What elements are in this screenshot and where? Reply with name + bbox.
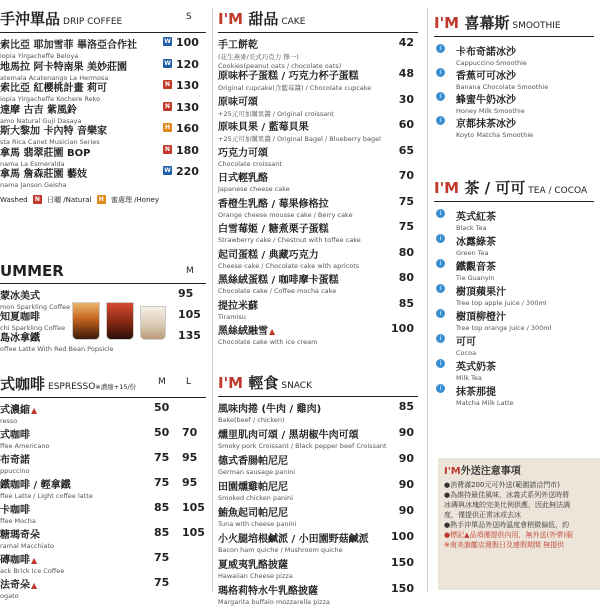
- tea-item-english: Tree top orange juice / 300ml: [456, 324, 552, 332]
- summer-size-header: M: [186, 266, 194, 276]
- tea-item: [434, 233, 594, 258]
- tea-item-english: Tie Guanyin: [456, 274, 495, 282]
- snack-item-english: Margarita buffalo mozzarella pizza: [218, 598, 330, 606]
- cake-item-name: 巧克力可頌: [218, 147, 268, 159]
- snack-item-english: Bacon ham quiche / Mushroom quiche: [218, 546, 343, 554]
- smoothie-item-english: Honey Milk Smoothie: [456, 107, 525, 115]
- snack-item: [218, 400, 418, 426]
- cake-item-english: Tiramisu: [218, 312, 246, 321]
- smoothie-section: [434, 12, 594, 139]
- drip-item-price: 120: [176, 57, 199, 71]
- cake-item-price: 60: [398, 118, 414, 131]
- snack-item-price: 100: [391, 530, 414, 543]
- snack-item-price: 90: [398, 478, 414, 491]
- drip-item-name: 地馬拉 阿卡特南果 美妙莊園: [0, 61, 127, 73]
- notice-title: I'M外送注意事項: [444, 466, 521, 477]
- lemon-sparkling-cup-icon: [72, 302, 100, 340]
- espresso-list: [0, 401, 206, 601]
- smoothie-item: [434, 67, 594, 91]
- tea-item: [434, 308, 594, 333]
- drip-item-english: sta Rica Canet Musician Series: [0, 138, 100, 146]
- espresso-item: [0, 451, 206, 476]
- summer-item-english: offee Latte With Red Bean Popsicle: [0, 345, 114, 353]
- cake-title: I'M 甜品 CAKE: [218, 10, 306, 28]
- summer-list: [0, 287, 206, 353]
- espresso-item: [0, 476, 206, 501]
- smoothie-item-name: 卡布奇諾冰沙: [456, 47, 516, 58]
- drip-item-price: 220: [176, 165, 199, 178]
- smoothie-item-name: 蜂蜜牛奶冰沙: [456, 95, 516, 106]
- process-badge-icon: N: [164, 102, 171, 110]
- cake-section: [218, 8, 418, 348]
- cake-item-name: 香橙生乳酪 / 莓果修格拉: [218, 198, 329, 210]
- snack-item-english: Tuna with cheese panini: [218, 520, 297, 528]
- snack-underline: [218, 396, 418, 397]
- notice-line: ※南美旗艦店週假日及連假期間 無提供: [444, 541, 565, 549]
- info-dot-icon: i: [436, 359, 445, 368]
- espresso-item-english: ack Brick Ice Coffee: [0, 567, 65, 575]
- espresso-item-name: 式咖啡: [0, 430, 30, 441]
- tea-item-english: Milk Tea: [456, 374, 482, 382]
- cake-item-english: Chocolate croissant: [218, 159, 282, 168]
- espresso-item: [0, 576, 206, 601]
- natural-badge-icon: N: [34, 196, 40, 203]
- snack-item: [218, 556, 418, 582]
- tea-list: [434, 208, 594, 408]
- cake-item-english: Strawberry cake / Chestnut with toffee cake: [218, 236, 361, 244]
- drip-legend: Washed N 日曬 /Natural H 蜜處理 /Honey: [0, 195, 159, 204]
- info-dot-icon: i: [436, 209, 445, 218]
- espresso-item-price-l: 70: [182, 426, 198, 439]
- espresso-item-price-m: 85: [154, 526, 170, 539]
- drip-item-name: 索比亞 耶加雪菲 畢洛亞合作社: [0, 40, 137, 51]
- smoothie-list: [434, 43, 594, 139]
- notice-line: ●為維持最佳風味，冰義式系列外送時將: [444, 491, 570, 499]
- cake-item: [218, 93, 418, 119]
- snack-item-english: Bake(beef / chicken): [218, 416, 285, 424]
- tea-item-english: Tree top apple juice / 300ml: [456, 299, 547, 307]
- cake-item-name: 起司蛋糕 / 典藏巧克力: [218, 249, 319, 261]
- smoothie-underline: [434, 36, 594, 37]
- notice-line: ●標記▲品項僅提供內用，無外送(外帶)服: [444, 531, 573, 539]
- drip-item: [0, 79, 206, 101]
- snack-item: [218, 582, 418, 608]
- divider-right: [427, 8, 428, 592]
- smoothie-title: I'M 喜幕斯 SMOOTHIE: [434, 14, 561, 32]
- snack-item-price: 90: [398, 426, 414, 439]
- espresso-section: [0, 373, 206, 601]
- snack-item: [218, 504, 418, 530]
- espresso-item-price-m: 85: [154, 501, 170, 514]
- cake-item-name: 日式輕乳酪: [218, 173, 268, 184]
- summer-section: [0, 262, 206, 353]
- espresso-l-header: L: [186, 377, 192, 387]
- divider-left: [212, 8, 213, 592]
- cake-item-price: 48: [398, 67, 414, 80]
- cake-item: [218, 144, 418, 170]
- cake-item: [218, 322, 418, 348]
- snack-item-name: 夏威夷乳酪披薩: [218, 560, 288, 571]
- smoothie-item-english: Banana Chocolate Smoothie: [456, 83, 549, 91]
- tea-item: [434, 208, 594, 233]
- cake-underline: [218, 32, 418, 33]
- cake-item-name: 原味貝果 / 藍莓貝果: [218, 122, 309, 133]
- espresso-item-price-m: 50: [154, 426, 170, 439]
- espresso-item: [0, 426, 206, 451]
- drip-item: [0, 101, 206, 123]
- snack-item: [218, 452, 418, 478]
- cake-item-english: +25元可加購果醬 / Original Bagel / Blueberry bagel: [218, 135, 381, 143]
- tea-item: [434, 283, 594, 308]
- drip-item-english: amo Natural Guji Dasaya: [0, 116, 82, 125]
- snack-item-price: 90: [398, 504, 414, 517]
- espresso-item: [0, 526, 206, 551]
- espresso-item: [0, 501, 206, 526]
- snack-item-english: Smoky pork Croissant / Black pepper beef Croissant: [218, 442, 387, 450]
- espresso-item-price-m: 75: [154, 451, 170, 464]
- drip-coffee-title: 手沖單品 DRIP COFFEE S: [0, 10, 192, 28]
- delivery-notice: [438, 458, 600, 590]
- summer-item-price: 135: [178, 329, 201, 342]
- cake-item-price: 75: [398, 220, 414, 233]
- smoothie-item: [434, 43, 594, 67]
- cake-item-name: 白雪莓姬 / 糖煮栗子蛋糕: [218, 224, 329, 235]
- tea-item-name: 抹茶那提: [456, 387, 496, 398]
- drip-item-english: iopia Yirgacheffe Kochere Reko: [0, 95, 101, 103]
- snack-item-name: 風味肉捲 (牛肉 / 雞肉): [218, 404, 322, 415]
- cake-item: [218, 271, 418, 297]
- espresso-item-english: resso: [0, 417, 18, 425]
- tea-item-english: Cocoa: [456, 349, 477, 357]
- cake-item: [218, 246, 418, 272]
- info-dot-icon: i: [436, 384, 445, 393]
- tea-item-name: 冰露綠茶: [456, 237, 496, 248]
- tea-item-english: Green Tea: [456, 249, 489, 257]
- espresso-item-english: ffee Latte / Light coffee latte: [0, 492, 93, 500]
- drip-item-name: 索比亞 紅櫻桃計畫 莉可: [0, 83, 107, 94]
- drip-item-english: nama La Esmeralda: [0, 159, 65, 168]
- snack-item-name: 田園燻雞帕尼尼: [218, 482, 288, 493]
- notice-line: ●消費滿200元可外送(範圍請洽門市): [444, 481, 560, 489]
- tea-underline: [434, 201, 594, 202]
- cake-item-english-2: Cookies(peanut oats / chocolate oats): [218, 62, 342, 70]
- cake-item-name: 提拉米蘇: [218, 300, 258, 312]
- tea-item-name: 英式奶茶: [456, 362, 496, 373]
- summer-item-price: 95: [178, 287, 194, 300]
- cake-item-price: 42: [398, 36, 414, 49]
- cake-item-price: 70: [398, 169, 414, 182]
- snack-item-name: 德式香腸帕尼尼: [218, 456, 288, 467]
- tea-title: I'M 茶 / 可可 TEA / COCOA: [434, 179, 588, 197]
- drip-underline: [0, 32, 206, 33]
- cake-item: [218, 118, 418, 144]
- cake-item-name: 原味可頌: [218, 96, 258, 108]
- process-badge-icon: N: [164, 81, 171, 88]
- tea-item-english: Matcha Milk Latte: [456, 399, 514, 407]
- process-badge-icon: W: [164, 167, 171, 174]
- tea-item-name: 鐵觀音茶: [456, 262, 496, 273]
- tea-item-name: 樹頂柳橙汁: [456, 312, 506, 323]
- cake-item-english: Original cupcake(含藍莓醬) / Chocolate cupcake: [218, 84, 372, 92]
- cake-item: [218, 36, 418, 70]
- espresso-item-price-l: 105: [182, 526, 205, 539]
- drip-item: [0, 144, 206, 166]
- summer-underline: [0, 283, 206, 284]
- cake-item-name: 黑絲絨蛋糕 / 咖啡摩卡蛋糕: [218, 275, 339, 286]
- drip-item-name: 達摩 古吉 紫風鈴: [0, 104, 77, 116]
- cake-item-price: 30: [398, 92, 414, 106]
- summer-item: [0, 287, 206, 311]
- drip-item-english: nama Janson Geisha: [0, 181, 67, 189]
- tea-item-name: 英式紅茶: [456, 212, 496, 223]
- drip-item-english: atemala Acatenango La Hermosa: [0, 73, 109, 82]
- cake-item: [218, 67, 418, 93]
- notice-line: 冰磚與冰塊的完美比例供應，因此無法調: [444, 501, 570, 509]
- espresso-item-name: 鐵咖啡 / 輕拿鐵: [0, 480, 71, 491]
- drip-item-price: 130: [176, 79, 199, 92]
- espresso-item: [0, 551, 206, 576]
- espresso-item-price-l: 105: [182, 501, 205, 514]
- snack-item: [218, 530, 418, 556]
- tea-section: [434, 177, 594, 408]
- honey-badge-icon: H: [98, 196, 104, 203]
- espresso-item-english: ffee Americano: [0, 442, 50, 450]
- info-dot-icon: i: [436, 44, 445, 53]
- tea-item: [434, 333, 594, 358]
- smoothie-item-name: 京都抹茶冰沙: [456, 119, 516, 130]
- cake-item-price: 80: [398, 245, 414, 259]
- snack-section: [218, 372, 418, 608]
- snack-item-english: Smoked chicken panini: [218, 494, 293, 502]
- snack-item-price: 90: [398, 452, 414, 465]
- snack-title: I'M 輕食 SNACK: [218, 374, 312, 392]
- snack-item-price: 150: [391, 556, 414, 569]
- espresso-item-price-l: 95: [182, 451, 198, 464]
- drip-item-price: 130: [176, 100, 199, 114]
- dine-in-only-icon: ▲: [31, 581, 38, 590]
- snack-item-price: 85: [398, 400, 414, 413]
- tea-item: [434, 383, 594, 408]
- espresso-item-price-m: 50: [154, 401, 170, 414]
- cake-item-price: 65: [398, 143, 414, 157]
- info-dot-icon: i: [436, 284, 445, 293]
- espresso-title: 式咖啡 ESPRESSO※濃縮+15/份 M L: [0, 375, 192, 393]
- summer-item-name: 知夏咖啡: [0, 312, 40, 323]
- espresso-item-english: ramal Macchiato: [0, 542, 55, 550]
- espresso-item-name: 糖瑪奇朵: [0, 530, 40, 541]
- dine-in-only-icon: ▲: [31, 556, 38, 565]
- process-badge-icon: W: [164, 38, 171, 45]
- smoothie-item: [434, 115, 594, 139]
- drip-item-price: 180: [176, 143, 199, 157]
- cake-item: [218, 297, 418, 323]
- cake-item-english: (花生燕麥/美式巧克力 擇一): [218, 53, 299, 61]
- snack-item-name: 瑪格莉特水牛乳酪披薩: [218, 586, 318, 597]
- drip-size-header: S: [186, 12, 192, 22]
- cake-item-price: 75: [398, 194, 414, 208]
- drip-item-price: 160: [176, 122, 199, 135]
- drip-item: [0, 36, 206, 58]
- info-dot-icon: i: [436, 334, 445, 343]
- drip-item: [0, 122, 206, 144]
- drip-item: [0, 58, 206, 80]
- dine-in-only-icon: ▲: [31, 406, 38, 415]
- snack-item: [218, 478, 418, 504]
- summer-title: UMMER M: [0, 262, 194, 280]
- drip-coffee-section: [0, 8, 206, 205]
- snack-item-english: German sausage panini: [218, 468, 296, 476]
- snack-item-name: 鮪魚起司帕尼尼: [218, 508, 288, 519]
- espresso-item-english: ogato: [0, 592, 19, 600]
- espresso-item-name: 法奇朵▲: [0, 580, 38, 591]
- tea-item-name: 可可: [456, 337, 476, 348]
- snack-item-name: 小火腿培根鹹派 / 小田園野菇鹹派: [218, 534, 369, 545]
- espresso-item: [0, 401, 206, 426]
- summer-item-english: chi Sparkling Coffee: [0, 324, 66, 332]
- espresso-item-price-m: 75: [154, 476, 170, 489]
- espresso-item-english: ppuccino: [0, 467, 30, 475]
- cake-item-price: 80: [398, 271, 414, 284]
- summer-item: [0, 308, 206, 332]
- cake-item-price: 100: [391, 322, 414, 335]
- drip-coffee-list: [0, 36, 206, 187]
- info-dot-icon: i: [436, 92, 445, 101]
- cake-item-english: Chocolate cake with ice cream: [218, 338, 318, 346]
- summer-item-english: mon Sparkling Coffee: [0, 303, 71, 311]
- process-badge-icon: W: [164, 59, 171, 67]
- espresso-item-name: 磚咖啡▲: [0, 555, 38, 566]
- zhixia-sparkling-cup-icon: [106, 302, 134, 340]
- drip-item-name: 拿馬 詹森莊園 藝妓: [0, 169, 87, 180]
- smoothie-item-name: 香蕉可可冰沙: [456, 71, 516, 82]
- cake-item-price: 85: [398, 296, 414, 310]
- drip-item: [0, 165, 206, 187]
- cake-item-english: +25元可加購果醬 / Original croissant: [218, 109, 334, 118]
- smoothie-item: [434, 91, 594, 115]
- cake-item-english: Orange cheese mousse cake / Berry cake: [218, 210, 353, 219]
- drip-item-name: 拿馬 翡翠莊園 BOP: [0, 147, 91, 159]
- drip-item-english: iopia Yirgacheffe Beloya: [0, 52, 79, 60]
- info-dot-icon: i: [436, 234, 445, 243]
- espresso-underline: [0, 397, 206, 398]
- snack-list: [218, 400, 418, 608]
- summer-item-name: 蒙冰美式: [0, 291, 40, 302]
- notice-lines: [444, 480, 600, 550]
- cake-item-name: 原味杯子蛋糕 / 巧克力杯子蛋糕: [218, 71, 359, 82]
- tea-item: [434, 258, 594, 283]
- summer-item-price: 105: [178, 308, 201, 321]
- cake-list: [218, 36, 418, 348]
- cake-item: [218, 220, 418, 246]
- snack-item: [218, 426, 418, 452]
- drip-item-name: 斯大黎加 卡內特 音樂家: [0, 126, 107, 137]
- cake-item-english: Cheese cake / Chocolate cake with apricots: [218, 261, 360, 270]
- info-dot-icon: i: [436, 116, 445, 125]
- smoothie-item-english: Cappuccino Smoothie: [456, 59, 527, 67]
- espresso-item-price-m: 75: [154, 576, 170, 589]
- info-dot-icon: i: [436, 68, 445, 77]
- espresso-item-name: 布奇諾: [0, 455, 30, 466]
- snack-item-price: 150: [391, 582, 414, 595]
- cake-item-name: 手工餅乾: [218, 40, 258, 51]
- notice-line: 度，僅提供正常冰或去冰: [444, 511, 521, 519]
- espresso-item-english: ffee Mocha: [0, 517, 36, 525]
- dine-in-only-icon: ▲: [269, 327, 276, 336]
- snack-item-name: 燻里肌肉可頌 / 黑胡椒牛肉可頌: [218, 430, 359, 441]
- drip-item-price: 100: [176, 36, 199, 49]
- tea-item-name: 樹頂蘋果汁: [456, 287, 506, 298]
- cake-item-name: 黑絲絨融雪▲: [218, 326, 276, 337]
- snack-item-english: Hawaiian Cheese pizza: [218, 572, 293, 580]
- tea-item: [434, 358, 594, 383]
- island-latte-cup-icon: [140, 306, 166, 340]
- espresso-item-price-m: 75: [154, 551, 170, 564]
- cake-item: [218, 195, 418, 221]
- info-dot-icon: i: [436, 309, 445, 318]
- smoothie-item-english: Koyto Matcha Smoothie: [456, 131, 534, 139]
- cake-item-english: Chocolate cake / Coffee mocha cake: [218, 287, 337, 295]
- cake-item-english: Japanese cheese cake: [218, 185, 290, 193]
- info-dot-icon: i: [436, 259, 445, 268]
- notice-line: ●熱手沖單品外送時溫度會稍微偏低，約: [444, 521, 570, 529]
- espresso-item-name: 卡咖啡: [0, 505, 30, 516]
- cake-item: [218, 169, 418, 195]
- espresso-m-header: M: [158, 377, 166, 387]
- espresso-item-name: 式濃縮▲: [0, 405, 38, 416]
- process-badge-icon: N: [164, 145, 171, 153]
- summer-item: [0, 329, 206, 353]
- summer-item-name: 島冰拿鐵: [0, 333, 40, 344]
- tea-item-english: Black Tea: [456, 224, 487, 232]
- espresso-item-price-l: 95: [182, 476, 198, 489]
- process-badge-icon: H: [164, 124, 171, 131]
